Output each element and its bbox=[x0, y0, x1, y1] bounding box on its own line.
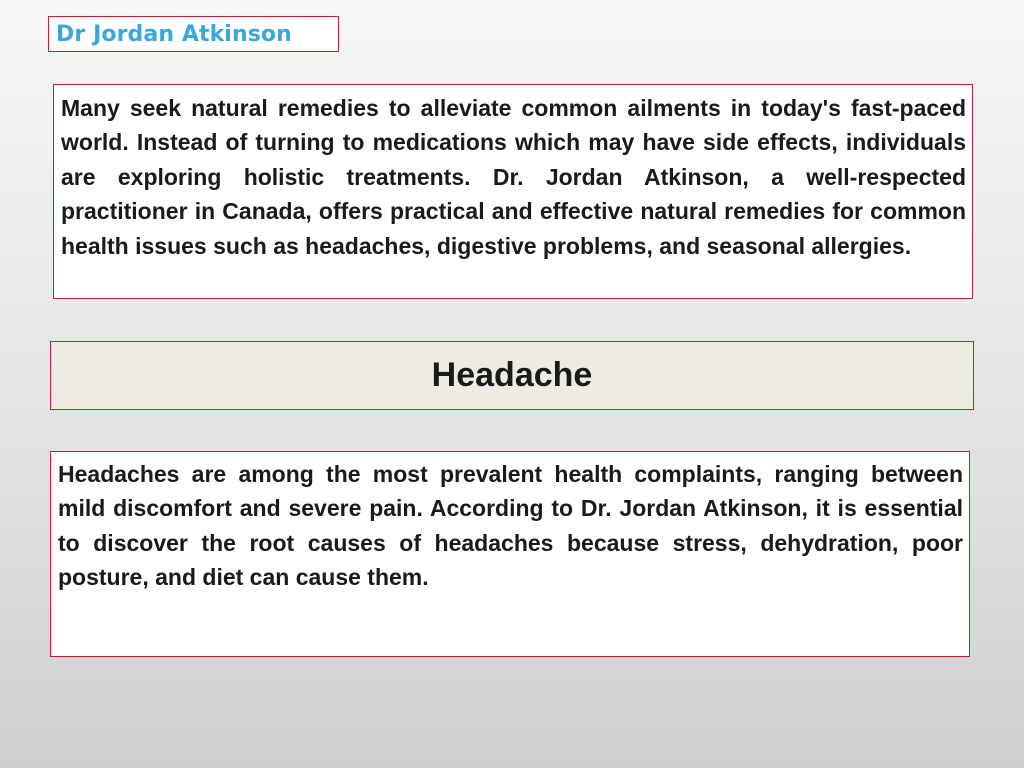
section-heading-box bbox=[50, 341, 974, 410]
author-name: Dr Jordan Atkinson bbox=[56, 21, 292, 47]
headache-paragraph: Headaches are among the most prevalent health complaints, ranging between mild discomfort and severe pain. According to Dr. Jordan Atkinson, it is essential to discover the root causes of headaches because stress, dehydration, poor posture, and diet can cause them. bbox=[58, 461, 963, 591]
headache-text-box bbox=[50, 451, 970, 657]
intro-paragraph: Many seek natural remedies to alleviate common ailments in today's fast-paced world. Instead of turning to medications which may have side effects, individuals are exploring holistic treatments. Dr. Jordan Atkinson, a well-respected practitioner in Canada, offers practical and effective natural remedies for common health issues such as headaches, digestive problems, and seasonal allergies. bbox=[61, 95, 966, 259]
section-heading: Headache bbox=[431, 356, 593, 394]
intro-text-box bbox=[53, 84, 973, 299]
author-name-box bbox=[48, 16, 339, 52]
